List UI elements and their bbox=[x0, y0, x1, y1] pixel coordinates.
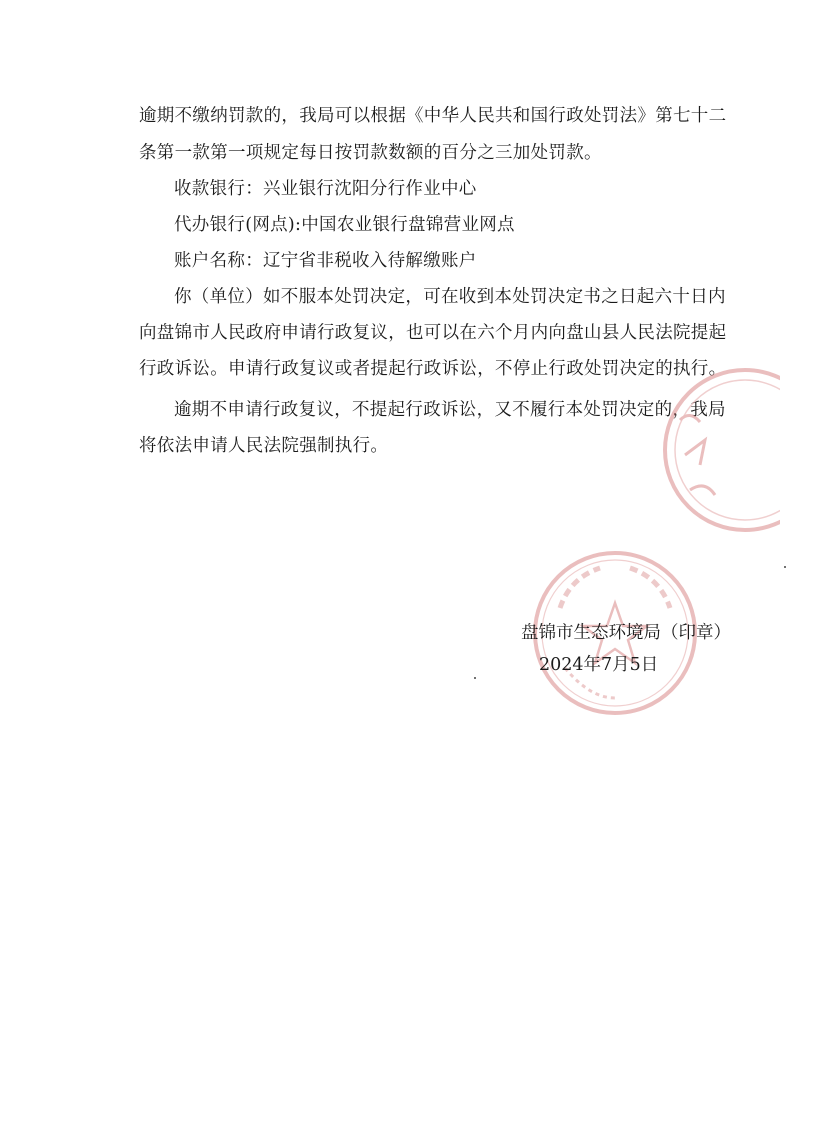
account-name: 账户名称：辽宁省非税收入待解缴账户 bbox=[174, 251, 477, 271]
agent-bank: 代办银行(网点):中国农业银行盘锦营业网点 bbox=[174, 215, 515, 235]
paragraph-2-line-3: 行政诉讼。申请行政复议或者提起行政诉讼，不停止行政处罚决定的执行。 bbox=[139, 359, 727, 379]
paragraph-1-line-2: 条第一款第一项规定每日按罚款数额的百分之三加处罚款。 bbox=[139, 143, 602, 163]
paragraph-3-line-1: 逾期不申请行政复议，不提起行政诉讼，又不履行本处罚决定的，我局 bbox=[174, 400, 726, 420]
paragraph-2-line-2: 向盘锦市人民政府申请行政复议，也可以在六个月内向盘山县人民法院提起 bbox=[139, 323, 727, 343]
edge-seal-icon bbox=[660, 360, 780, 540]
receiving-bank: 收款银行：兴业银行沈阳分行作业中心 bbox=[174, 179, 477, 199]
scan-speck bbox=[474, 677, 476, 679]
paragraph-2-line-1: 你（单位）如不服本处罚决定，可在收到本处罚决定书之日起六十日内 bbox=[174, 287, 726, 307]
paragraph-3-line-2: 将依法申请人民法院强制执行。 bbox=[139, 436, 389, 456]
signing-date: 2024年7月5日 bbox=[539, 655, 659, 675]
scan-speck bbox=[784, 566, 786, 568]
signing-organization: 盘锦市生态环境局（印章） bbox=[521, 623, 731, 643]
paragraph-1-line-1: 逾期不缴纳罚款的，我局可以根据《中华人民共和国行政处罚法》第七十二 bbox=[139, 106, 727, 126]
